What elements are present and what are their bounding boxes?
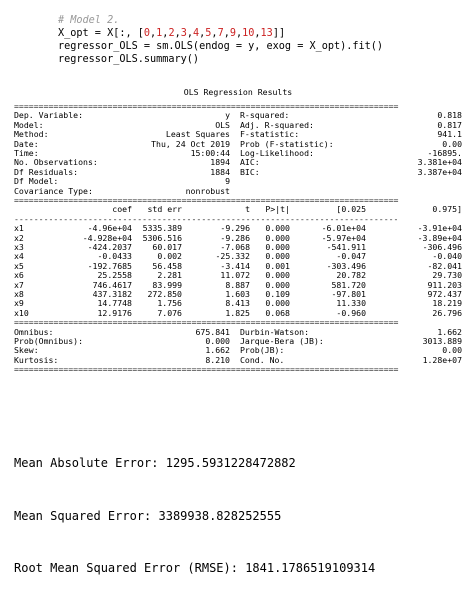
coef-value: -0.040 bbox=[432, 251, 462, 262]
coef-value: 0.001 bbox=[265, 260, 290, 271]
stat-label: Log-Likelihood: bbox=[240, 148, 314, 158]
coef-value: 18.219 bbox=[432, 298, 462, 309]
coef-value: -0.960 bbox=[336, 307, 366, 318]
diag-value: 3013.889 bbox=[422, 336, 462, 346]
coef-name: x7 bbox=[14, 279, 24, 290]
coef-value: 0.000 bbox=[265, 223, 290, 234]
coef-value: -4.928e+04 bbox=[82, 232, 132, 243]
stat-value: 3.381e+04 bbox=[417, 157, 462, 168]
coef-value: 56.458 bbox=[152, 260, 182, 271]
coef-value: 1.825 bbox=[225, 307, 250, 318]
coef-value: 8.413 bbox=[225, 298, 250, 309]
coef-name: x2 bbox=[14, 232, 24, 243]
rule-single: ------------------------------------------------------------------------------ bbox=[14, 214, 399, 224]
diag-value: 0.000 bbox=[205, 336, 230, 346]
coef-value: -303.496 bbox=[326, 260, 366, 271]
coef-header: 0.975] bbox=[432, 204, 462, 215]
coef-name: x1 bbox=[14, 223, 24, 234]
model-info-row bbox=[14, 187, 462, 196]
coef-value: 437.3182 bbox=[92, 289, 132, 299]
info-value: y bbox=[225, 110, 230, 121]
info-label: Df Residuals: bbox=[14, 166, 79, 177]
coef-value: -97.801 bbox=[331, 289, 366, 299]
coef-value: -7.068 bbox=[220, 242, 250, 252]
coef-value: 8.887 bbox=[225, 279, 250, 290]
code-token: , bbox=[150, 28, 157, 39]
coef-value: -192.7685 bbox=[87, 260, 132, 271]
code-token: , bbox=[254, 28, 261, 39]
code-token: , bbox=[211, 28, 218, 39]
rule-double: ============================================================================== bbox=[14, 196, 399, 205]
info-label: Dep. Variable: bbox=[14, 110, 84, 121]
stat-value: -16895. bbox=[427, 148, 462, 158]
code-token: ]] bbox=[272, 28, 286, 39]
stat-value: 941.1 bbox=[437, 129, 462, 140]
coef-value: 1.603 bbox=[225, 289, 250, 299]
coef-value: 2.281 bbox=[157, 270, 182, 281]
stat-label: F-statistic: bbox=[240, 129, 300, 140]
coef-name: x9 bbox=[14, 298, 24, 309]
code-token: 3 bbox=[180, 28, 187, 39]
coef-value: 0.000 bbox=[265, 270, 290, 281]
code-token: 1 bbox=[156, 28, 163, 39]
diag-label: Skew: bbox=[14, 345, 39, 356]
model-info-row bbox=[14, 111, 462, 120]
info-value: Thu, 24 Oct 2019 bbox=[151, 138, 230, 149]
ols-summary-output bbox=[0, 80, 476, 375]
stat-value: 0.00 bbox=[442, 138, 462, 149]
coef-value: 581.720 bbox=[331, 279, 366, 290]
coef-name: x8 bbox=[14, 289, 24, 299]
diagnostic-row bbox=[14, 337, 462, 346]
diag-value: 1.662 bbox=[437, 326, 462, 337]
info-value: 15:00:44 bbox=[190, 148, 230, 158]
coef-value: -82.041 bbox=[427, 260, 462, 271]
coef-value: 0.109 bbox=[265, 289, 290, 299]
model-info-row bbox=[14, 158, 462, 167]
coef-value: -4.96e+04 bbox=[87, 223, 132, 234]
code-token: , bbox=[174, 28, 181, 39]
diag-label: Prob(JB): bbox=[240, 345, 285, 356]
rmse-line: Root Mean Squared Error (RMSE): 1841.1786519109314 bbox=[14, 561, 376, 575]
info-value: 1894 bbox=[210, 157, 230, 168]
diag-value: 8.210 bbox=[205, 354, 230, 365]
coef-value: 29.730 bbox=[432, 270, 462, 281]
diag-label: Kurtosis: bbox=[14, 354, 59, 365]
stat-label: Adj. R-squared: bbox=[240, 119, 314, 130]
info-value: 1884 bbox=[210, 166, 230, 177]
coef-value: 272.850 bbox=[147, 289, 182, 299]
mae-line: Mean Absolute Error: 1295.5931228472882 bbox=[14, 456, 296, 470]
coef-value: -5.97e+04 bbox=[321, 232, 366, 243]
summary-title: OLS Regression Results bbox=[183, 87, 293, 97]
stat-label: Prob (F-statistic): bbox=[240, 138, 334, 149]
coef-value: 972.437 bbox=[427, 289, 462, 299]
coef-row bbox=[14, 309, 462, 318]
coef-value: 11.072 bbox=[220, 270, 250, 281]
diag-label: Prob(Omnibus): bbox=[14, 336, 84, 346]
code-token: 0 bbox=[143, 28, 151, 39]
model-info-row bbox=[14, 140, 462, 149]
coef-value: 0.000 bbox=[265, 251, 290, 262]
info-value: nonrobust bbox=[185, 185, 230, 196]
coef-header: std err bbox=[147, 204, 182, 215]
coef-header-row bbox=[14, 205, 462, 214]
stat-label: R-squared: bbox=[240, 110, 290, 121]
coef-value: -3.414 bbox=[220, 260, 250, 271]
code-cell[interactable] bbox=[0, 0, 476, 80]
diag-value: 0.00 bbox=[442, 345, 462, 356]
coef-value: 7.076 bbox=[157, 307, 182, 318]
coef-value: 83.999 bbox=[152, 279, 182, 290]
coef-value: -3.89e+04 bbox=[417, 232, 462, 243]
info-label: No. Observations: bbox=[14, 157, 98, 168]
code-token: , bbox=[186, 28, 193, 39]
coef-value: -0.047 bbox=[336, 251, 366, 262]
info-value: 9 bbox=[225, 176, 230, 187]
coef-value: 14.7748 bbox=[97, 298, 132, 309]
coef-value: -0.0433 bbox=[97, 251, 132, 262]
model-info-row bbox=[14, 130, 462, 139]
error-metrics bbox=[14, 420, 375, 595]
diag-label: Jarque-Bera (JB): bbox=[240, 336, 324, 346]
info-value: OLS bbox=[215, 119, 230, 130]
stat-label: AIC: bbox=[240, 157, 260, 168]
coef-value: 0.002 bbox=[157, 251, 182, 262]
code-token: 2 bbox=[168, 28, 175, 39]
coef-value: 5335.389 bbox=[142, 223, 182, 234]
coef-value: -541.911 bbox=[326, 242, 366, 252]
coef-value: 26.796 bbox=[432, 307, 462, 318]
coef-value: 0.000 bbox=[265, 242, 290, 252]
model-info-row bbox=[14, 168, 462, 177]
coef-value: -9.286 bbox=[220, 232, 250, 243]
diag-label: Omnibus: bbox=[14, 326, 54, 337]
code-token: 9 bbox=[229, 28, 236, 39]
info-label: Df Model: bbox=[14, 176, 59, 187]
coef-value: 0.068 bbox=[265, 307, 290, 318]
coef-value: 60.017 bbox=[152, 242, 182, 252]
code-token: 4 bbox=[193, 28, 200, 39]
coef-name: x4 bbox=[14, 251, 24, 262]
coef-value: 5306.516 bbox=[142, 232, 182, 243]
coef-name: x5 bbox=[14, 260, 24, 271]
code-token: , bbox=[223, 28, 230, 39]
coef-value: 0.000 bbox=[265, 298, 290, 309]
code-token: 5 bbox=[205, 28, 212, 39]
code-comment: # Model 2. bbox=[58, 15, 120, 26]
coef-header: P>|t| bbox=[265, 204, 290, 215]
stat-value: 0.818 bbox=[437, 110, 462, 121]
info-value: Least Squares bbox=[165, 129, 230, 140]
diag-label: Cond. No. bbox=[240, 354, 285, 365]
code-token: , bbox=[235, 28, 243, 39]
code-token: , bbox=[162, 28, 169, 39]
diagnostic-row bbox=[14, 356, 462, 365]
diag-value: 1.28e+07 bbox=[422, 354, 462, 365]
code-token: 7 bbox=[217, 28, 224, 39]
stat-value: 3.387e+04 bbox=[417, 166, 462, 177]
coef-value: -9.296 bbox=[220, 223, 250, 234]
coef-name: x6 bbox=[14, 270, 24, 281]
code-line-regressor: regressor_OLS = sm.OLS(endog = y, exog = X_opt).fit() bbox=[58, 41, 384, 52]
coef-value: 911.203 bbox=[427, 279, 462, 290]
code-token: 13 bbox=[260, 28, 273, 39]
coef-value: 0.000 bbox=[265, 279, 290, 290]
coef-value: 1.756 bbox=[157, 298, 182, 309]
code-token: , bbox=[199, 28, 206, 39]
info-label: Method: bbox=[14, 129, 49, 140]
diag-value: 675.841 bbox=[195, 326, 230, 337]
code-line-summary: regressor_OLS.summary() bbox=[58, 54, 200, 65]
coef-header: t bbox=[245, 204, 250, 215]
mse-line: Mean Squared Error: 3389938.828252555 bbox=[14, 508, 282, 523]
coef-header: [0.025 bbox=[336, 204, 366, 215]
stat-value: 0.817 bbox=[437, 119, 462, 130]
model-info-row bbox=[14, 121, 462, 130]
rule-double: ============================================================================== bbox=[14, 102, 399, 111]
diag-value: 1.662 bbox=[205, 345, 230, 356]
info-label: Time: bbox=[14, 148, 39, 158]
info-label: Model: bbox=[14, 119, 44, 130]
info-label: Date: bbox=[14, 138, 39, 149]
coef-name: x10 bbox=[14, 307, 29, 318]
coef-value: -6.01e+04 bbox=[321, 223, 366, 234]
coef-value: -306.496 bbox=[422, 242, 462, 252]
coef-value: -25.332 bbox=[215, 251, 250, 262]
coef-name: x3 bbox=[14, 242, 24, 252]
coef-value: 746.4617 bbox=[92, 279, 132, 290]
diag-label: Durbin-Watson: bbox=[240, 326, 310, 337]
coef-value: -3.91e+04 bbox=[417, 223, 462, 234]
coef-value: 12.9176 bbox=[97, 307, 132, 318]
stat-label: BIC: bbox=[240, 166, 260, 177]
coef-value: 20.782 bbox=[336, 270, 366, 281]
info-label: Covariance Type: bbox=[14, 185, 93, 196]
code-token: 10 bbox=[242, 28, 255, 39]
code-line-x-opt bbox=[58, 27, 285, 40]
rule-double: ============================================================================== bbox=[14, 365, 399, 375]
coef-value: -424.2037 bbox=[87, 242, 132, 252]
coef-header: coef bbox=[112, 204, 132, 215]
code-token: X_opt = X[:, [ bbox=[58, 28, 144, 39]
coef-value: 25.2558 bbox=[97, 270, 132, 281]
diagnostic-row bbox=[14, 346, 462, 355]
coef-value: 11.330 bbox=[336, 298, 366, 309]
rule-double: ============================================================================== bbox=[14, 318, 399, 328]
coef-value: 0.000 bbox=[265, 232, 290, 243]
